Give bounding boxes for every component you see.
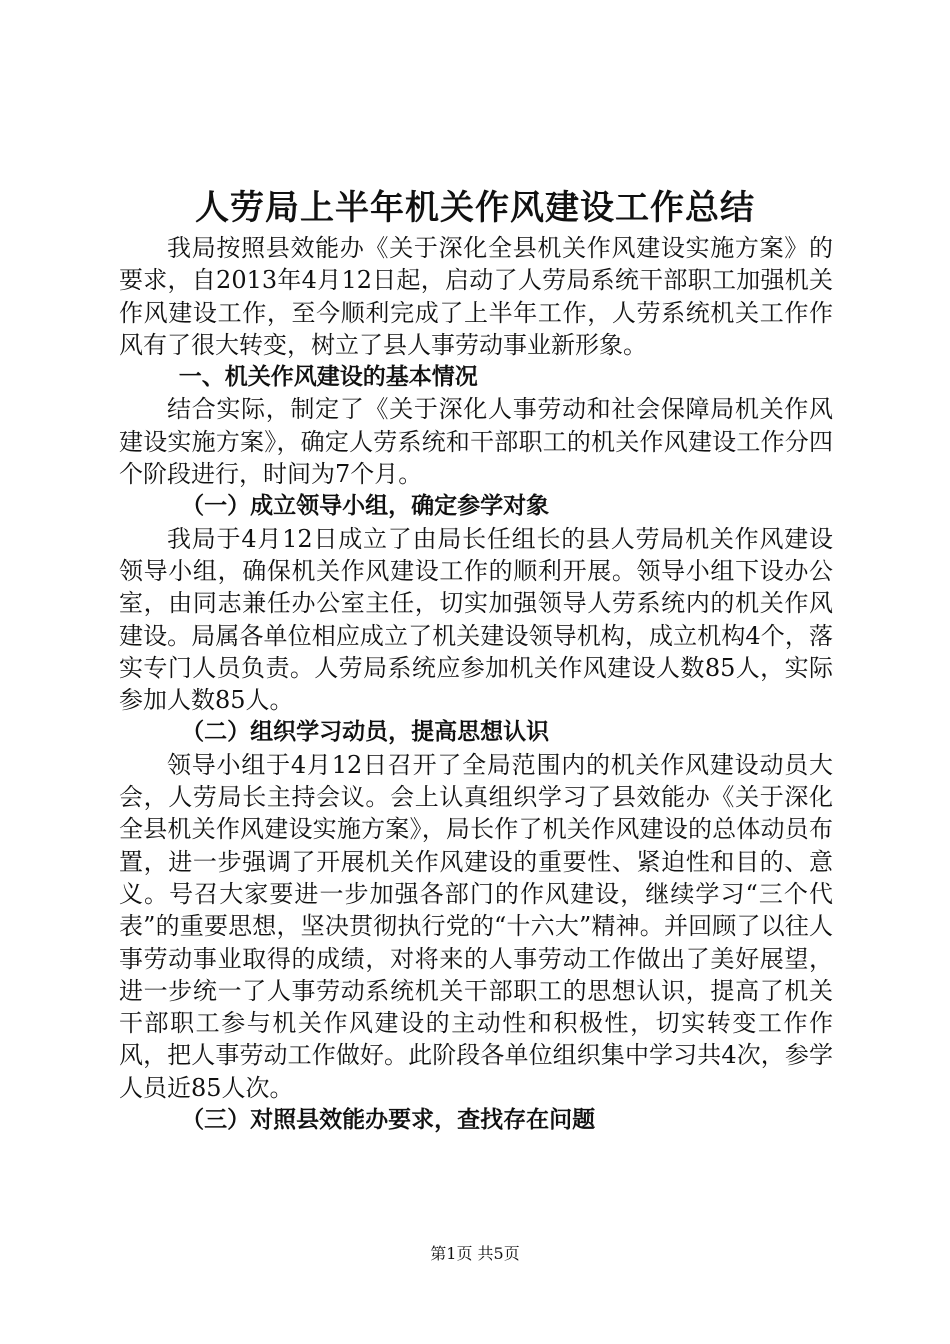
subsection-heading-3: （三）对照县效能办要求，查找存在问题 [181, 1107, 596, 1134]
section-1-paragraph: 结合实际，制定了《关于深化人事劳动和社会保障局机关作风建设实施方案》，确定人劳系统和干部职工的机关作风建设工作分四个阶段进行，时间为7个月。 [119, 395, 833, 489]
document-body [119, 232, 833, 1136]
subsection-heading-2: （二）组织学习动员，提高思想认识 [181, 719, 550, 746]
section-heading-1: 一、机关作风建设的基本情况 [178, 364, 478, 391]
document-title: 人劳局上半年机关作风建设工作总结 [195, 188, 755, 228]
subsection-2-paragraph: 领导小组于4月12日召开了全局范围内的机关作风建设动员大会，人劳局长主持会议。会上认真组织学习了县效能办《关于深化全县机关作风建设实施方案》，局长作了机关作风建设的总体动员布置，进一步强调了开展机关作风建设的重要性、紧迫性和目的、意义。号召大家要进一步加强各部门的作风建设，继续学习“三个代表”的重要思想，坚决贯彻执行党的“十六大”精神。并回顾了以往人事劳动事业取得的成绩，对将来的人事劳动工作做出了美好展望，进一步统一了人事劳动系统机关干部职工的思想认识，提高了机关干部职工参与机关作风建设的主动性和积极性，切实转变工作作风，把人事劳动工作做好。此阶段各单位组织集中学习共4次，参学人员近85人次。 [119, 750, 833, 1102]
subsection-1-paragraph: 我局于4月12日成立了由局长任组长的县人劳局机关作风建设领导小组，确保机关作风建设工作的顺利开展。领导小组下设办公室，由同志兼任办公室主任，切实加强领导人劳系统内的机关作风建设。局属各单位相应成立了机关建设领导机构，成立机构4个，落实专门人员负责。人劳局系统应参加机关作风建设人数85人，实际参加人数85人。 [119, 524, 833, 715]
intro-paragraph: 我局按照县效能办《关于深化全县机关作风建设实施方案》的要求，自2013年4月12日起，启动了人劳局系统干部职工加强机关作风建设工作，至今顺利完成了上半年工作，人劳系统机关工作作风有了很大转变，树立了县人事劳动事业新形象。 [119, 234, 833, 359]
subsection-heading-1: （一）成立领导小组，确定参学对象 [181, 493, 550, 520]
page-number-footer: 第1页 共5页 [430, 1244, 520, 1263]
